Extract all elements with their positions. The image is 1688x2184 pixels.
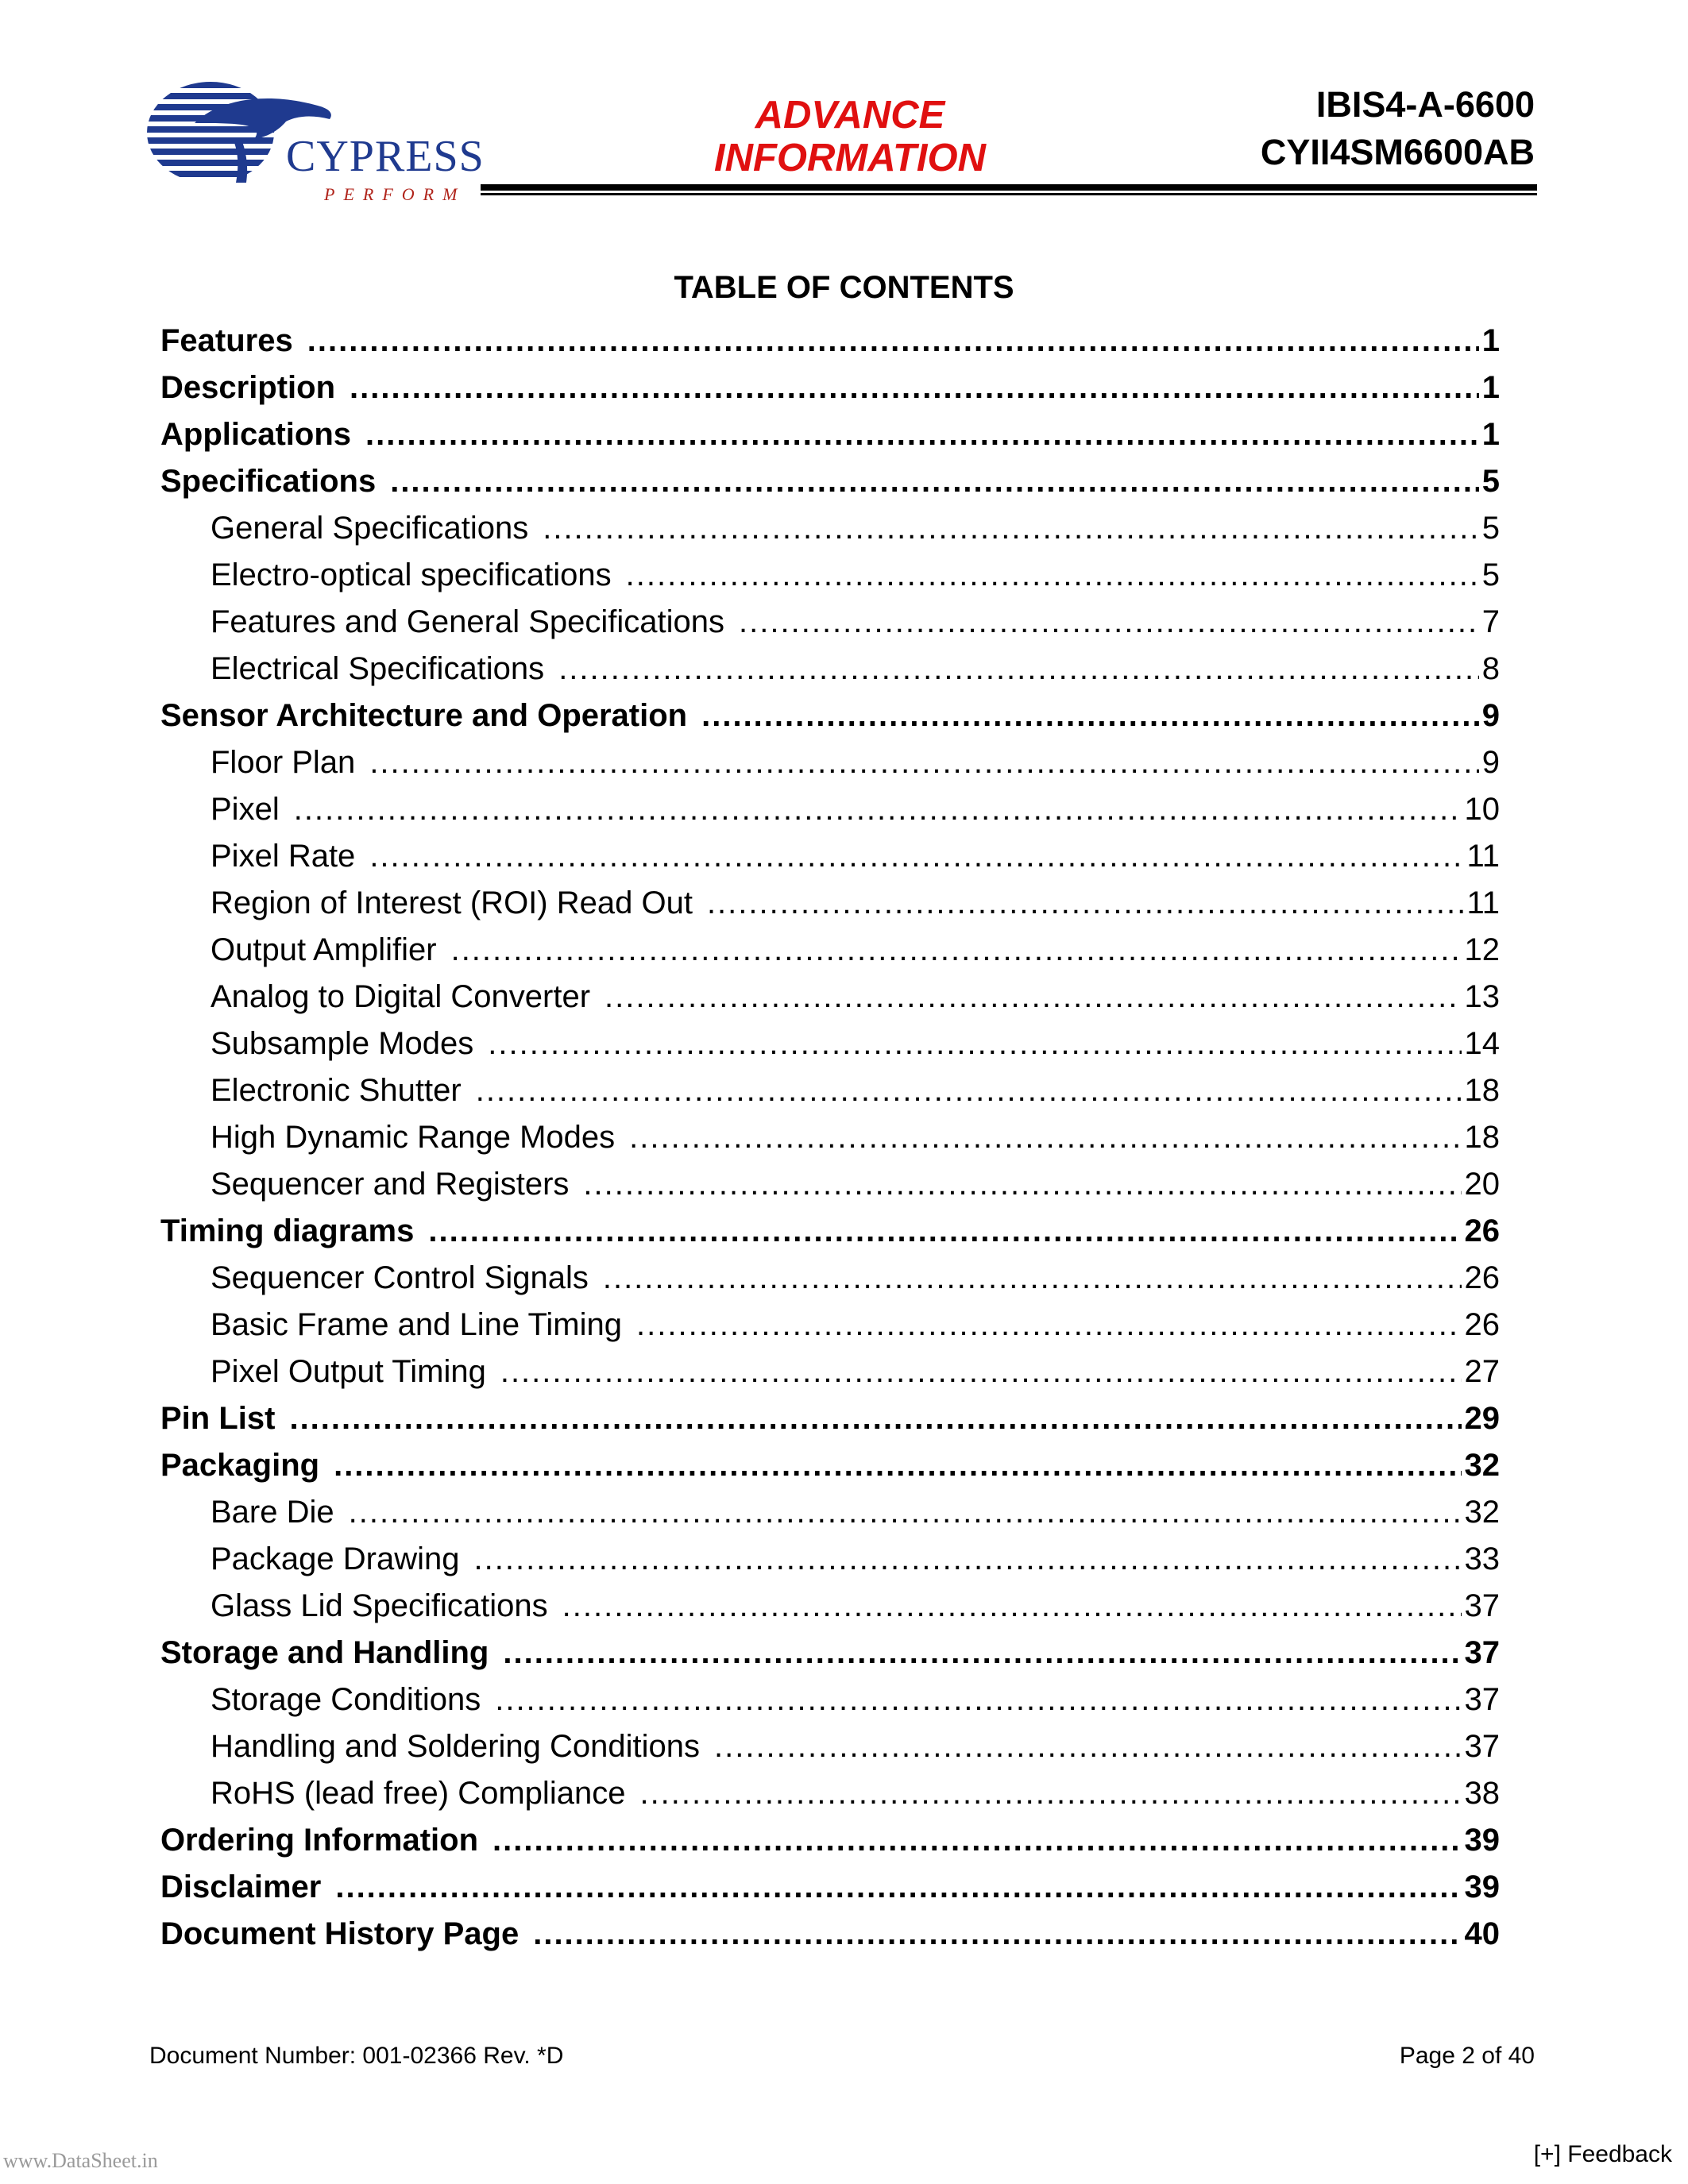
toc-entry[interactable] <box>160 1911 1500 1958</box>
toc-leader-dots <box>294 786 1462 833</box>
toc-entry[interactable] <box>160 786 1500 833</box>
toc-entry-label: Applications <box>160 417 352 452</box>
toc-leader-dots <box>503 1630 1461 1677</box>
toc-entry[interactable] <box>160 1255 1500 1302</box>
toc-entry-page: 32 <box>1464 1448 1500 1483</box>
toc-leader-dots <box>307 318 1479 365</box>
toc-entry[interactable] <box>160 974 1500 1021</box>
toc-entry-page: 38 <box>1464 1776 1500 1811</box>
toc-entry-page: 39 <box>1464 1823 1500 1858</box>
toc-entry[interactable] <box>160 1489 1500 1536</box>
toc-entry[interactable] <box>160 1442 1500 1489</box>
toc-entry-page: 37 <box>1464 1682 1500 1717</box>
toc-leader-dots <box>369 739 1478 786</box>
toc-entry-page: 27 <box>1464 1354 1500 1389</box>
toc-entry-page: 18 <box>1464 1073 1500 1108</box>
advance-line-1: ADVANCE <box>755 94 945 137</box>
toc-entry-page: 20 <box>1464 1167 1500 1202</box>
toc-entry[interactable] <box>160 1349 1500 1395</box>
toc-leader-dots <box>639 1770 1461 1817</box>
advance-information-label <box>699 94 1001 179</box>
toc-leader-dots <box>583 1161 1461 1208</box>
table-of-contents <box>160 318 1500 1958</box>
toc-entry-label: Pixel <box>211 792 280 827</box>
toc-entry[interactable] <box>160 1770 1500 1817</box>
toc-leader-dots <box>533 1911 1461 1958</box>
advance-line-2: INFORMATION <box>713 137 987 179</box>
toc-leader-dots <box>349 1489 1462 1536</box>
toc-entry-label: Package Drawing <box>211 1542 460 1576</box>
toc-entry-page: 29 <box>1464 1401 1500 1436</box>
feedback-link[interactable]: [+] Feedback <box>1533 2141 1672 2167</box>
part-number-1: IBIS4-A-6600 <box>1315 84 1535 125</box>
toc-entry-label: Sequencer Control Signals <box>211 1260 589 1295</box>
toc-entry-label: Document History Page <box>160 1916 520 1951</box>
toc-leader-dots <box>543 505 1479 552</box>
toc-entry-page: 5 <box>1481 464 1500 499</box>
toc-leader-dots <box>474 1536 1462 1583</box>
toc-entry-label: General Specifications <box>211 511 529 546</box>
logo-tagline: PERFORM <box>324 184 466 204</box>
toc-entry[interactable] <box>160 739 1500 786</box>
toc-leader-dots <box>476 1067 1462 1114</box>
toc-entry[interactable] <box>160 1114 1500 1161</box>
toc-leader-dots <box>495 1677 1461 1723</box>
toc-entry-label: Handling and Soldering Conditions <box>211 1729 700 1764</box>
toc-entry-label: Storage Conditions <box>211 1682 481 1717</box>
toc-entry-page: 26 <box>1464 1307 1500 1342</box>
page-number: Page 2 of 40 <box>1399 2043 1535 2069</box>
toc-entry-page: 13 <box>1464 979 1500 1014</box>
header-rule-thick <box>481 184 1537 191</box>
toc-entry-label: Subsample Modes <box>211 1026 474 1061</box>
toc-entry-label: Sensor Architecture and Operation <box>160 698 688 733</box>
part-numbers <box>1261 81 1535 176</box>
document-number: Document Number: 001-02366 Rev. *D <box>149 2043 564 2069</box>
toc-entry-label: Electrical Specifications <box>211 651 545 686</box>
toc-entry-page: 11 <box>1466 839 1500 874</box>
toc-entry-page: 39 <box>1464 1870 1500 1904</box>
toc-leader-dots <box>605 974 1461 1021</box>
toc-entry[interactable] <box>160 1395 1500 1442</box>
toc-entry-page: 12 <box>1464 932 1500 967</box>
toc-entry-label: Floor Plan <box>211 745 356 780</box>
toc-entry[interactable] <box>160 1021 1500 1067</box>
toc-leader-dots <box>629 1114 1461 1161</box>
toc-entry[interactable] <box>160 1583 1500 1630</box>
toc-entry[interactable] <box>160 1208 1500 1255</box>
toc-entry-page: 37 <box>1464 1729 1500 1764</box>
toc-leader-dots <box>350 365 1479 411</box>
toc-leader-dots <box>289 1395 1461 1442</box>
toc-entry-page: 10 <box>1464 792 1500 827</box>
toc-entry-label: Bare Die <box>211 1495 334 1530</box>
toc-entry-label: RoHS (lead free) Compliance <box>211 1776 626 1811</box>
toc-leader-dots <box>603 1255 1462 1302</box>
toc-entry-label: Glass Lid Specifications <box>211 1588 548 1623</box>
toc-entry-page: 33 <box>1464 1542 1500 1576</box>
toc-leader-dots <box>714 1723 1462 1770</box>
toc-entry[interactable] <box>160 1302 1500 1349</box>
part-number-2: CYII4SM6600AB <box>1260 132 1535 172</box>
toc-entry[interactable] <box>160 1161 1500 1208</box>
toc-entry-label: Specifications <box>160 464 377 499</box>
toc-leader-dots <box>428 1208 1461 1255</box>
toc-entry-page: 8 <box>1481 651 1500 686</box>
toc-entry[interactable] <box>160 927 1500 974</box>
toc-leader-dots <box>451 927 1462 974</box>
toc-entry-page: 37 <box>1464 1635 1500 1670</box>
toc-entry-page: 1 <box>1481 417 1500 452</box>
toc-leader-dots <box>739 599 1479 646</box>
toc-entry-label: Disclaimer <box>160 1870 322 1904</box>
toc-entry-label: Pin List <box>160 1401 276 1436</box>
toc-entry[interactable] <box>160 693 1500 739</box>
toc-entry[interactable] <box>160 1536 1500 1583</box>
logo-wordmark: CYPRESS <box>286 132 485 181</box>
toc-entry[interactable] <box>160 1817 1500 1864</box>
toc-entry[interactable] <box>160 1864 1500 1911</box>
toc-leader-dots <box>701 693 1479 739</box>
toc-leader-dots <box>365 411 1479 458</box>
toc-entry-page: 9 <box>1481 745 1500 780</box>
toc-entry-label: Region of Interest (ROI) Read Out <box>211 886 693 920</box>
toc-entry[interactable] <box>160 1677 1500 1723</box>
toc-leader-dots <box>390 458 1479 505</box>
toc-entry-page: 7 <box>1481 604 1500 639</box>
toc-entry-label: Ordering Information <box>160 1823 478 1858</box>
toc-entry-label: Basic Frame and Line Timing <box>211 1307 623 1342</box>
toc-entry[interactable] <box>160 365 1500 411</box>
toc-entry[interactable] <box>160 646 1500 693</box>
toc-entry-label: Electro-optical specifications <box>211 558 612 592</box>
toc-entry[interactable] <box>160 458 1500 505</box>
toc-leader-dots <box>558 646 1479 693</box>
toc-entry-page: 11 <box>1466 886 1500 920</box>
toc-entry-label: Sequencer and Registers <box>211 1167 570 1202</box>
toc-entry-page: 14 <box>1464 1026 1500 1061</box>
toc-leader-dots <box>636 1302 1461 1349</box>
toc-leader-dots <box>626 552 1479 599</box>
toc-entry-label: Features <box>160 323 293 358</box>
toc-leader-dots <box>369 833 1463 880</box>
toc-entry[interactable] <box>160 1630 1500 1677</box>
toc-entry-label: Features and General Specifications <box>211 604 725 639</box>
toc-entry[interactable] <box>160 1067 1500 1114</box>
toc-entry-label: Pixel Rate <box>211 839 356 874</box>
toc-leader-dots <box>562 1583 1462 1630</box>
toc-entry-page: 9 <box>1481 698 1500 733</box>
toc-entry-page: 18 <box>1464 1120 1500 1155</box>
toc-leader-dots <box>334 1442 1461 1489</box>
toc-entry[interactable] <box>160 552 1500 599</box>
toc-entry[interactable] <box>160 833 1500 880</box>
toc-entry[interactable] <box>160 505 1500 552</box>
toc-entry-label: Electronic Shutter <box>211 1073 462 1108</box>
toc-leader-dots <box>492 1817 1462 1864</box>
toc-entry[interactable] <box>160 880 1500 927</box>
toc-entry-page: 26 <box>1464 1214 1500 1248</box>
toc-leader-dots <box>707 880 1464 927</box>
toc-entry-label: Storage and Handling <box>160 1635 489 1670</box>
toc-entry-label: Packaging <box>160 1448 320 1483</box>
toc-entry-page: 32 <box>1464 1495 1500 1530</box>
watermark-link[interactable]: www.DataSheet.in <box>3 2149 158 2172</box>
toc-entry-page: 1 <box>1481 323 1500 358</box>
toc-entry[interactable] <box>160 599 1500 646</box>
toc-entry-label: Timing diagrams <box>160 1214 415 1248</box>
toc-entry-label: Output Amplifier <box>211 932 437 967</box>
toc-leader-dots <box>335 1864 1461 1911</box>
toc-entry-page: 5 <box>1481 558 1500 592</box>
toc-entry[interactable] <box>160 318 1500 365</box>
toc-entry-page: 26 <box>1464 1260 1500 1295</box>
toc-entry-label: Analog to Digital Converter <box>211 979 591 1014</box>
toc-entry[interactable] <box>160 411 1500 458</box>
toc-entry[interactable] <box>160 1723 1500 1770</box>
toc-entry-label: Pixel Output Timing <box>211 1354 486 1389</box>
toc-entry-label: Description <box>160 370 336 405</box>
toc-entry-label: High Dynamic Range Modes <box>211 1120 616 1155</box>
header-rule-thin <box>481 193 1537 195</box>
toc-entry-page: 40 <box>1464 1916 1500 1951</box>
toc-leader-dots <box>488 1021 1461 1067</box>
toc-title: TABLE OF CONTENTS <box>674 270 1014 305</box>
toc-entry-page: 37 <box>1464 1588 1500 1623</box>
toc-entry-page: 5 <box>1481 511 1500 546</box>
toc-leader-dots <box>500 1349 1462 1395</box>
toc-entry-page: 1 <box>1481 370 1500 405</box>
